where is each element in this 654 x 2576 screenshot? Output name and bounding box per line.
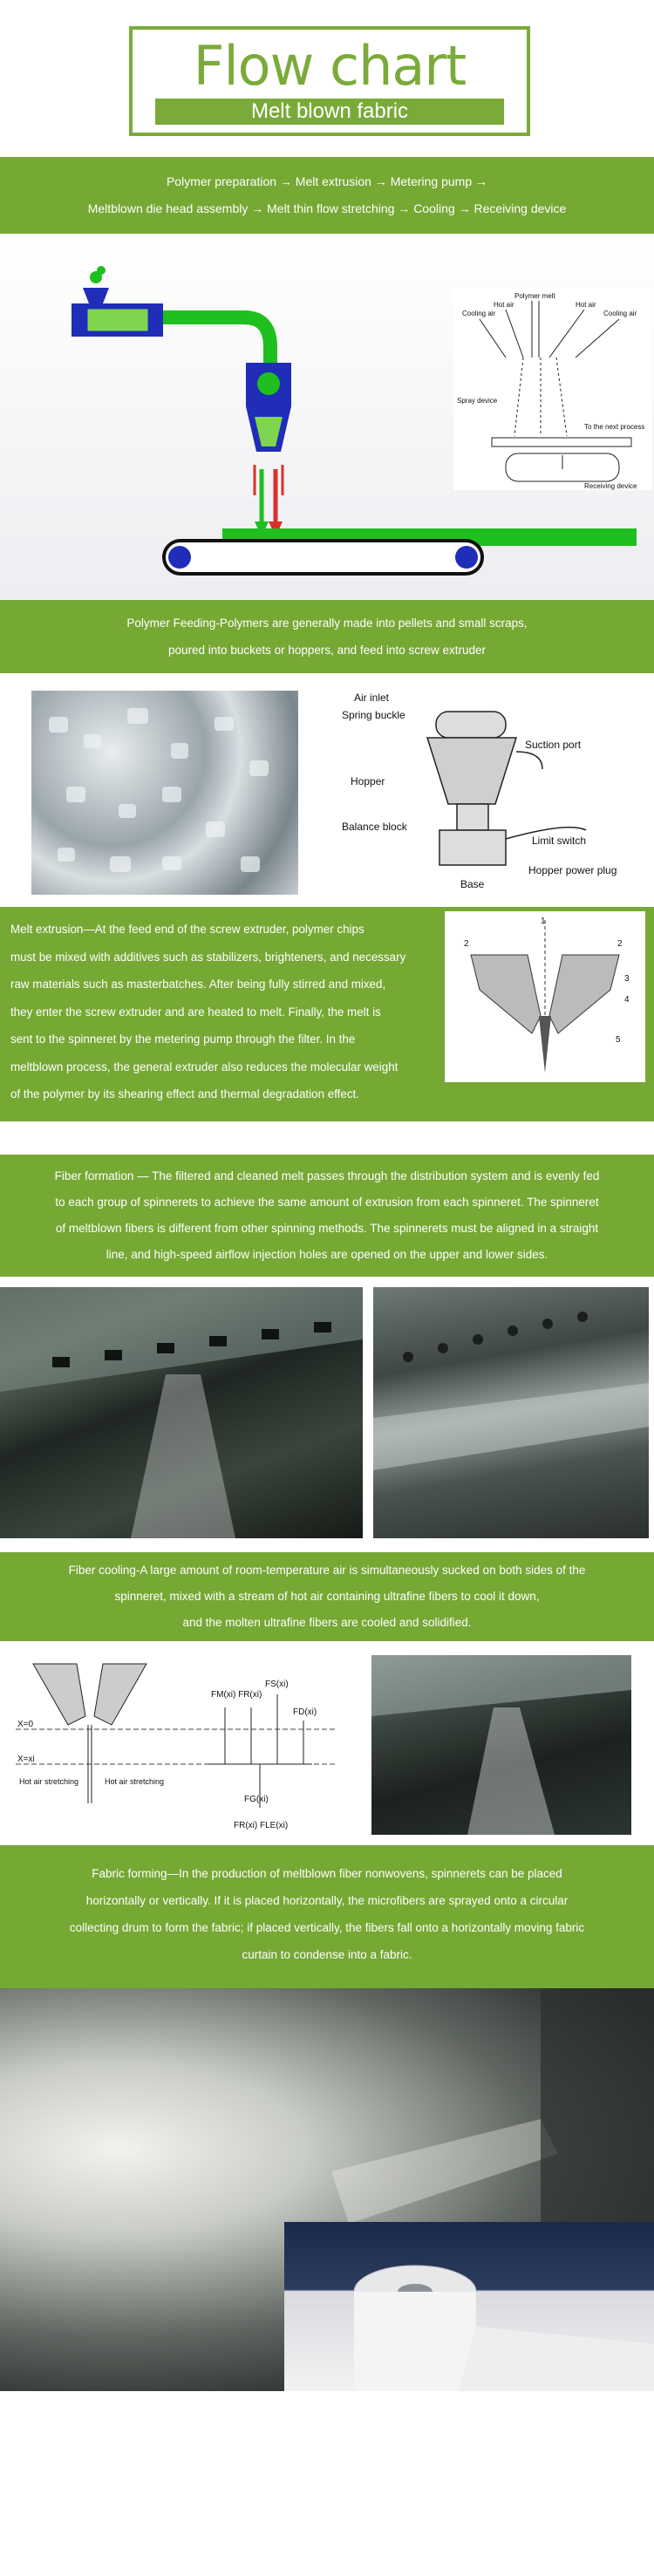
metering-pump-icon [257, 372, 280, 395]
extrusion-text [10, 916, 442, 1108]
fabric-forming-photo [0, 1988, 654, 2391]
label-hot-air-stretching-right: Hot air stretching [105, 1777, 165, 1786]
roll-body [354, 2292, 476, 2391]
melt-jet [539, 1016, 551, 1073]
fiber-cooling-line: spinneret, mixed with a stream of hot air containing ultrafine fibers to cool it down, [114, 1590, 540, 1603]
pellet-icon [97, 266, 106, 275]
spinneret-photos [0, 1277, 654, 1552]
spacer [0, 1121, 654, 1155]
pellets-texture [31, 691, 298, 895]
cooling-photo [371, 1655, 631, 1835]
fabric-sheet [459, 2327, 654, 2391]
extrusion-line: sent to the spinneret by the metering pump through the filter. In the [10, 1032, 356, 1046]
roller-icon [455, 546, 478, 569]
extrusion-line: they enter the screw extruder and are heated to melt. Finally, the melt is [10, 1005, 381, 1019]
die-cross-section [445, 911, 645, 1082]
extrusion-line: of the polymer by its shearing effect and thermal degradation effect. [10, 1087, 359, 1101]
label-receiving-device: Receiving device [584, 482, 637, 490]
fiber-spray [467, 1707, 555, 1835]
die-drawing [33, 1664, 146, 1725]
hopper-diagram [342, 691, 633, 895]
feeding-images [0, 673, 654, 907]
fabric-forming-band [0, 1845, 654, 1988]
page-subtitle: Melt blown fabric [155, 99, 504, 125]
extruder-screw [87, 309, 148, 331]
label-hot-air-right: Hot air [576, 301, 596, 309]
fabric-forming-line: curtain to condense into a fabric. [242, 1948, 412, 1961]
extrusion-section [0, 907, 654, 1121]
label-force-d: FD(xi) [293, 1707, 317, 1717]
fiber-formation-line: line, and high-speed airflow injection holes are opened on the upper and lower sides. [106, 1248, 548, 1261]
spinneret-holes [403, 1312, 588, 1362]
cooling-images [0, 1641, 654, 1845]
process-line-1: Polymer preparation → Melt extrusion → Metering pump → [166, 174, 488, 188]
die-lip [373, 1383, 649, 1470]
fiber-spray [331, 2119, 558, 2224]
label-base: Base [460, 878, 485, 890]
fiber-formation-line: Fiber formation — The filtered and cleaned melt passes through the distribution system and is evenly fed [54, 1169, 600, 1182]
title-frame [129, 26, 530, 136]
fig-number: 2 [464, 939, 469, 949]
fabric-forming-line: collecting drum to form the fabric; if placed vertically, the fibers fall onto a horizontally moving fabric [69, 1921, 585, 1934]
extrusion-line: raw materials such as masterbatches. After being fully stirred and mixed, [10, 978, 386, 991]
fiber-cooling-line: Fiber cooling-A large amount of room-temperature air is simultaneously sucked on both sides of the [68, 1564, 586, 1577]
label-limit-switch: Limit switch [532, 835, 587, 847]
fig-number: 1 [541, 917, 546, 926]
fabric-roll-photo [284, 2222, 654, 2391]
label-next-process: To the next process [584, 423, 645, 431]
fig-number: 2 [617, 939, 623, 949]
label-force-s: FS(xi) [265, 1680, 289, 1689]
fiber-formation-line: of meltblown fibers is different from other spinning methods. The spinnerets must be aligned in a straight [55, 1222, 599, 1235]
spinneret-machine [541, 1988, 654, 2250]
process-line-2: Meltblown die head assembly → Melt thin flow stretching → Cooling → Receiving device [87, 201, 567, 215]
label-cooling-air-right: Cooling air [603, 310, 637, 317]
schematic-lines [480, 301, 631, 481]
label-force-m-r: FM(xi) FR(xi) [211, 1690, 262, 1700]
pellets-photo [31, 691, 298, 895]
meltblown-machine-diagram [0, 234, 654, 600]
fig-number: 4 [624, 995, 630, 1005]
label-hot-air-left: Hot air [494, 301, 514, 309]
extrusion-line: must be mixed with additives such as stabilizers, brighteners, and necessary [10, 950, 406, 964]
melt-pipe [163, 317, 270, 369]
conveyor-belt [164, 541, 482, 574]
feeding-line-1: Polymer Feeding-Polymers are generally made into pellets and small scraps, [126, 617, 528, 630]
hopper-icon [83, 288, 109, 303]
label-force-r-le: FR(xi) FLE(xi) [234, 1821, 289, 1830]
label-spray-device: Spray device [457, 397, 498, 405]
stretching-diagram [16, 1655, 335, 1835]
fiber-formation-line: to each group of spinnerets to achieve the same amount of extrusion from each spinneret. The spinneret [55, 1196, 599, 1209]
fiber-formation-band [0, 1155, 654, 1277]
label-air-inlet: Air inlet [354, 692, 390, 704]
fiber-cooling-band [0, 1552, 654, 1641]
fig-number: 3 [624, 974, 630, 984]
label-polymer-melt: Polymer melt [514, 292, 555, 300]
extrusion-line: Melt extrusion—At the feed end of the screw extruder, polymer chips [10, 923, 364, 936]
roller-icon [168, 546, 191, 569]
label-xi: X=xi [17, 1755, 35, 1764]
label-hopper: Hopper [351, 775, 385, 787]
label-spring-buckle: Spring buckle [342, 709, 405, 721]
label-cooling-air-left: Cooling air [462, 310, 496, 317]
label-force-g: FG(xi) [244, 1795, 269, 1804]
feeding-band [0, 600, 654, 673]
fabric-forming-line: Fabric forming—In the production of meltblown fiber nonwovens, spinnerets can be placed [92, 1867, 562, 1880]
process-schematic [453, 288, 652, 490]
label-hot-air-stretching-left: Hot air stretching [19, 1777, 79, 1786]
label-x0: X=0 [17, 1720, 34, 1729]
spinneret-photo-1 [0, 1287, 363, 1538]
feeding-line-2: poured into buckets or hoppers, and feed into screw extruder [168, 644, 486, 657]
spinneret-photo-2 [373, 1287, 649, 1538]
fabric-forming-line: horizontally or vertically. If it is placed horizontally, the microfibers are sprayed onto a circular [85, 1894, 569, 1907]
fig-number: 5 [616, 1035, 621, 1045]
extrusion-line: meltblown process, the general extruder also reduces the molecular weight [10, 1060, 399, 1073]
process-band [0, 157, 654, 234]
label-balance-block: Balance block [342, 821, 407, 833]
fiber-spray [131, 1374, 235, 1538]
page-header [0, 0, 654, 157]
label-suction-port: Suction port [525, 739, 582, 751]
label-hopper-power-plug: Hopper power plug [528, 864, 617, 876]
page-title: Flow chart [193, 34, 467, 98]
fiber-cooling-line: and the molten ultrafine fibers are cooled and solidified. [182, 1616, 472, 1629]
